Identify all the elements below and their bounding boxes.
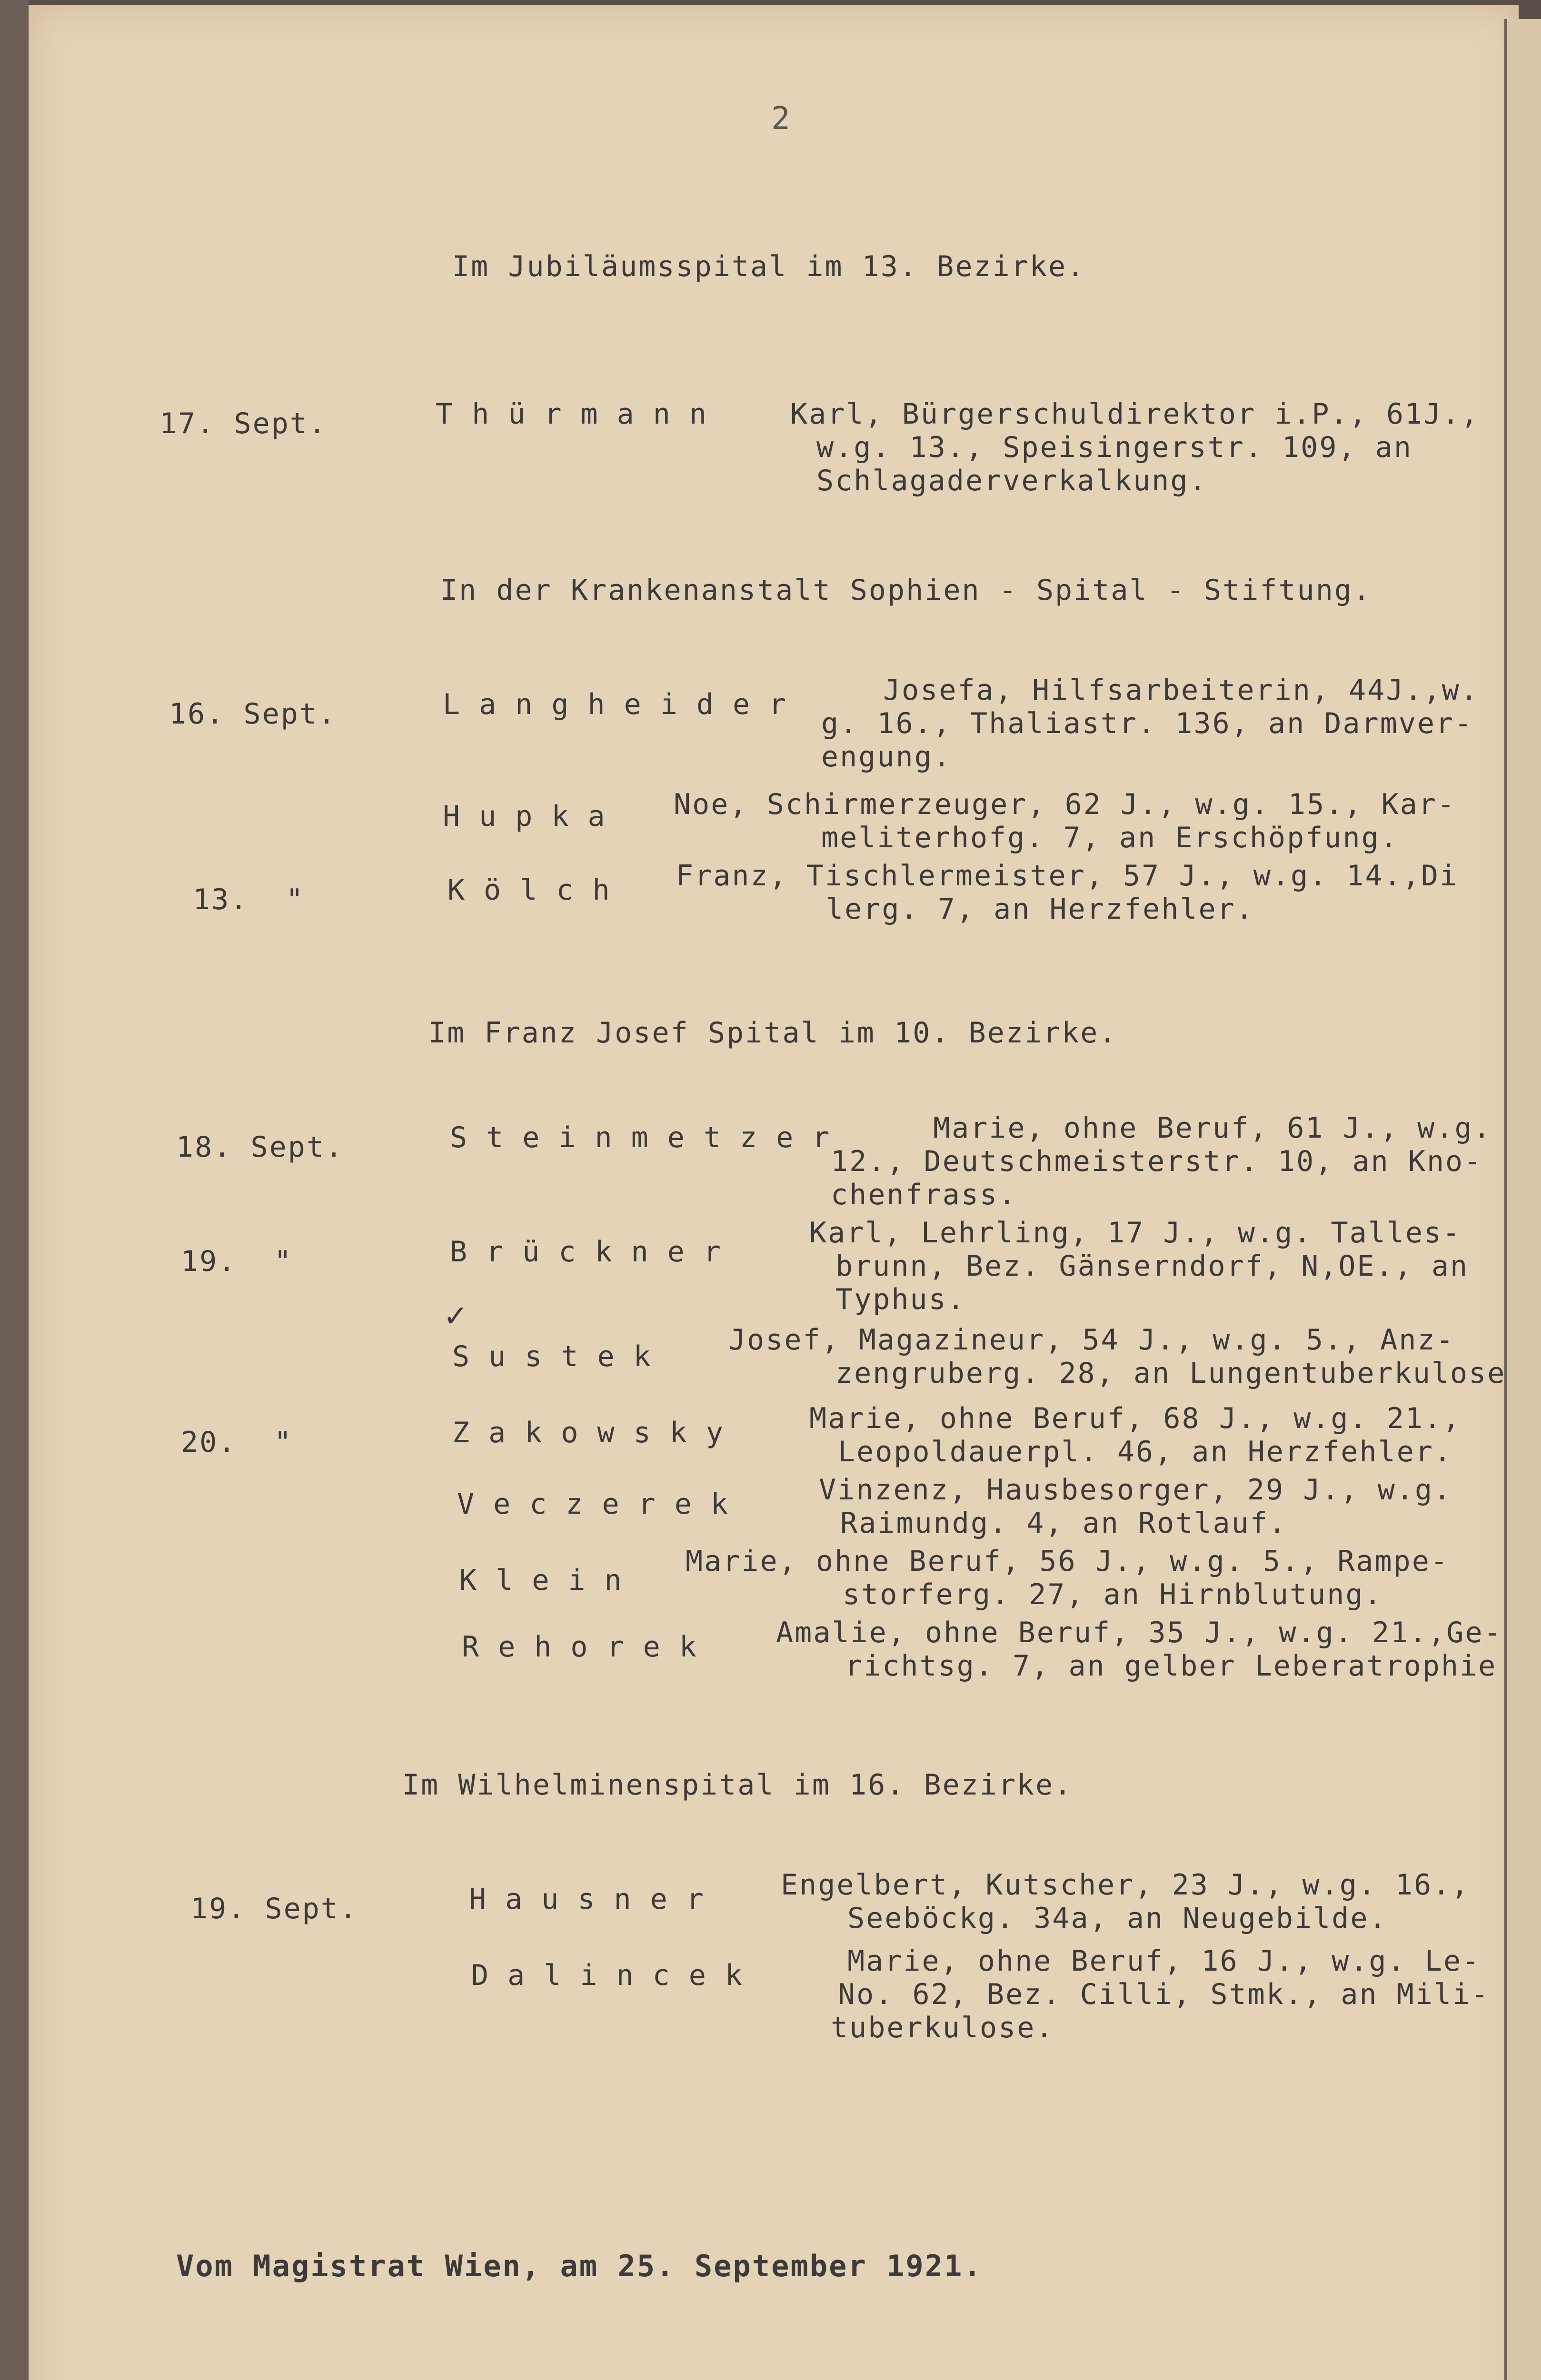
entry-line: Amalie, ohne Beruf, 35 J., w.g. 21.,Ge- <box>776 1616 1502 1649</box>
section-heading-jubilaeumsspital: Im Jubiläumsspital im 13. Bezirke. <box>452 250 1086 283</box>
entry-line: Marie, ohne Beruf, 16 J., w.g. Le- <box>847 1944 1481 1978</box>
entry-surname: Brückner <box>450 1235 740 1269</box>
section-heading-sophienspital: In der Krankenanstalt Sophien - Spital - Stiftung. <box>440 574 1372 607</box>
check-mark-icon: ✓ <box>445 1295 466 1335</box>
entry-line: chenfrass. <box>831 1178 1017 1211</box>
entry-surname: Hupka <box>443 800 624 833</box>
entry-line: tuberkulose. <box>831 2011 1054 2044</box>
entry-surname: Klein <box>459 1564 641 1597</box>
closing-signature-line: Vom Magistrat Wien, am 25. September 1921. <box>176 2249 983 2283</box>
entry-line: w.g. 13., Speisingerstr. 109, an <box>816 431 1412 464</box>
section-heading-franz-josef-spital: Im Franz Josef Spital im 10. Bezirke. <box>428 1016 1118 1050</box>
entry-line: Vinzenz, Hausbesorger, 29 J., w.g. <box>819 1473 1452 1507</box>
entry-line: zengruberg. 28, an Lungentuberkulose <box>835 1357 1506 1390</box>
entry-line: meliterhofg. 7, an Erschöpfung. <box>821 821 1399 854</box>
entry-line: Noe, Schirmerzeuger, 62 J., w.g. 15., Kar- <box>674 788 1456 821</box>
entry-line: Josef, Magazineur, 54 J., w.g. 5., Anz- <box>728 1323 1455 1357</box>
entry-date: 16. Sept. <box>169 697 337 731</box>
adjacent-page-edge <box>1504 19 1541 2380</box>
entry-line: Marie, ohne Beruf, 68 J., w.g. 21., <box>809 1402 1461 1435</box>
entry-surname: Dalincek <box>471 1959 761 1992</box>
entry-line: Marie, ohne Beruf, 61 J., w.g. <box>933 1111 1492 1145</box>
entry-line: brunn, Bez. Gänserndorf, N,OE., an <box>835 1250 1469 1283</box>
entry-line: lerg. 7, an Herzfehler. <box>826 892 1254 926</box>
entry-line: 12., Deutschmeisterstr. 10, an Kno- <box>831 1145 1483 1178</box>
entry-line: storferg. 27, an Hirnblutung. <box>843 1578 1383 1611</box>
entry-date: 20. " <box>181 1426 293 1459</box>
entry-surname: Thürmann <box>436 397 726 431</box>
entry-date: 19. Sept. <box>190 1892 358 1925</box>
entry-line: engung. <box>821 740 952 774</box>
entry-line: Karl, Bürgerschuldirektor i.P., 61J., <box>790 397 1480 431</box>
entry-surname: Hausner <box>469 1883 723 1916</box>
entry-surname: Rehorek <box>462 1630 716 1664</box>
scan-edge-left <box>0 0 29 2380</box>
entry-surname: Sustek <box>452 1340 670 1373</box>
entry-date: 13. " <box>193 883 305 916</box>
entry-line: Josefa, Hilfsarbeiterin, 44J.,w. <box>883 674 1479 707</box>
section-heading-wilhelminenspital: Im Wilhelminenspital im 16. Bezirke. <box>402 1768 1073 1802</box>
entry-line: Typhus. <box>835 1283 966 1316</box>
entry-line: Leopoldauerpl. 46, an Herzfehler. <box>838 1435 1453 1468</box>
entry-line: g. 16., Thaliastr. 136, an Darmver- <box>821 707 1473 740</box>
entry-line: Seeböckg. 34a, an Neugebilde. <box>847 1902 1388 1935</box>
entry-surname: Zakowsky <box>452 1416 742 1449</box>
entry-surname: Steinmetzer <box>450 1121 849 1154</box>
entry-date: 17. Sept. <box>159 407 328 440</box>
entry-date: 18. Sept. <box>176 1130 344 1164</box>
document-page <box>29 5 1519 2380</box>
entry-line: Schlagaderverkalkung. <box>816 464 1208 497</box>
entry-line: No. 62, Bez. Cilli, Stmk., an Mili- <box>838 1978 1490 2011</box>
entry-date: 19. " <box>181 1245 293 1278</box>
entry-line: richtsg. 7, an gelber Leberatrophie <box>845 1649 1497 1683</box>
entry-line: Engelbert, Kutscher, 23 J., w.g. 16., <box>781 1868 1470 1902</box>
entry-surname: Langheider <box>443 688 805 721</box>
entry-surname: Kölch <box>447 873 629 907</box>
entry-line: Raimundg. 4, an Rotlauf. <box>840 1507 1287 1540</box>
page-number: 2 <box>771 100 790 137</box>
entry-surname: Veczerek <box>457 1488 747 1521</box>
entry-line: Karl, Lehrling, 17 J., w.g. Talles- <box>809 1216 1461 1250</box>
entry-line: Franz, Tischlermeister, 57 J., w.g. 14.,Di <box>676 859 1459 892</box>
entry-line: Marie, ohne Beruf, 56 J., w.g. 5., Rampe- <box>686 1545 1450 1578</box>
